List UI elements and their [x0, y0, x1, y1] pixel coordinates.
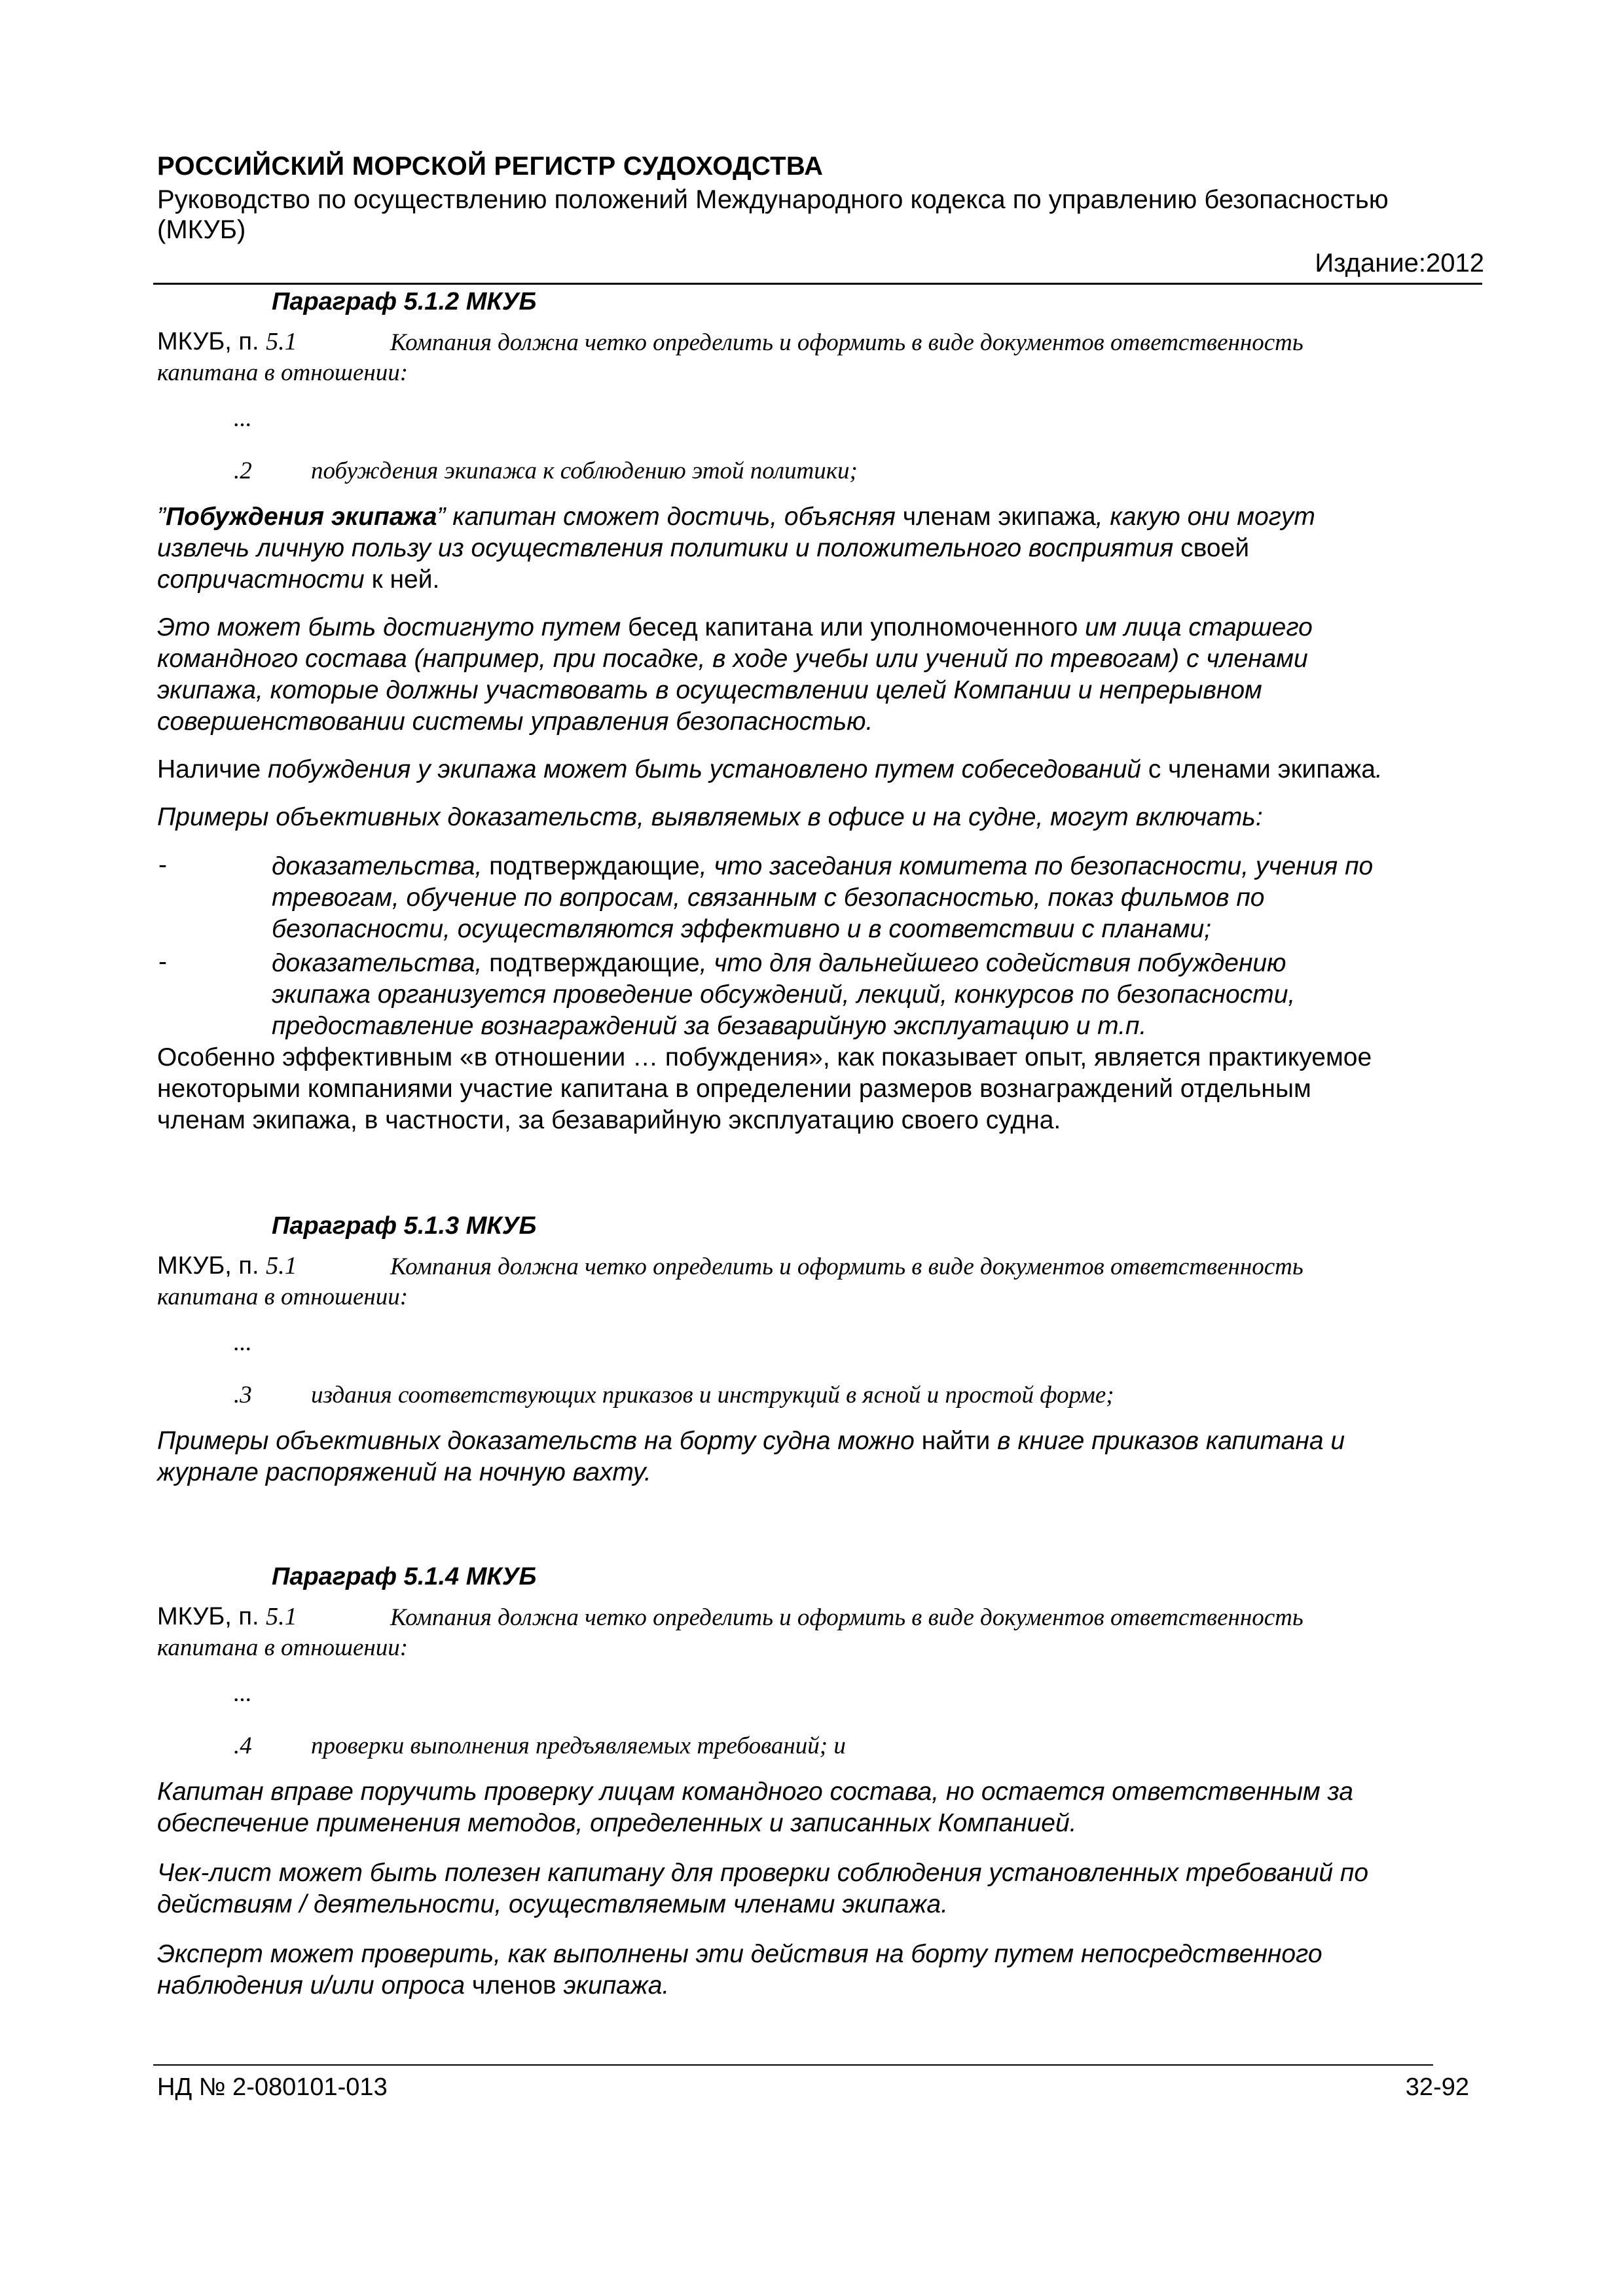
section3-ellipsis: ... — [234, 1680, 252, 1707]
bullet-dash: - — [158, 851, 167, 879]
section1-item-text: побуждения экипажа к соблюдению этой политики; — [311, 457, 858, 484]
section1-paragraph-1: ”Побуждения экипажа” капитан сможет достичь, объясняя членам экипажа, какую они могут извлечь личную пользу из осуществления политики и положительного восприятия своей сопричастности к ней. — [157, 503, 1315, 594]
section3-paragraph-1: Капитан вправе поручить проверку лицам командного состава, но остается ответственным за обеспечение применения методов, определенных и записанных Компанией. — [157, 1778, 1353, 1837]
section3-paragraph-3: Эксперт может проверить, как выполнены эти действия на борту путем непосредственного наблюдения и/или опроса членов экипажа. — [157, 1940, 1322, 2000]
section2-item-text: издания соответствующих приказов и инструкций в ясной и простой форме; — [311, 1382, 1114, 1408]
section-title-5-1-2: Параграф 5.1.2 МКУБ — [272, 288, 537, 315]
section3-reference-text: Компания должна четко определить и оформить в виде документов ответственность — [390, 1604, 1304, 1631]
section3-reference-line: МКУБ, п. 5.1 — [157, 1603, 297, 1630]
section3-reference-text-cont: капитана в отношении: — [157, 1634, 409, 1661]
footer-divider — [153, 2064, 1433, 2066]
section1-paragraph-3: Наличие побуждения у экипажа может быть установлено путем собеседований с членами экипажа. — [157, 755, 1383, 783]
section1-paragraph-5: Особенно эффективным «в отношении … побуждения», как показывает опыт, является практикуемое некоторыми компаниями участие капитана в определении размеров вознаграждений отдельным членам экипажа, в частности, за безаварийную эксплуатацию своего судна. — [157, 1043, 1372, 1134]
section2-item-number: .3 — [234, 1382, 252, 1408]
section-title-5-1-4: Параграф 5.1.4 МКУБ — [272, 1563, 537, 1590]
section3-item-text: проверки выполнения предъявляемых требований; и — [311, 1732, 846, 1759]
footer-document-number: НД № 2-080101-013 — [157, 2073, 388, 2101]
reference-prefix: МКУБ, п. — [157, 328, 259, 355]
section1-paragraph-2: Это может быть достигнуто путем бесед капитана или уполномоченного им лица старшего командного состава (например, при посадке, в ходе учебы или учений по тревогам) с членами экипажа, которые должны участвовать в осуществлении целей Компании и непрерывном совершенствовании системы управления безопасностью. — [157, 613, 1313, 736]
bullet-item-2: доказательства, подтверждающие, что для дальнейшего содействия побуждению экипажа организуется проведение обсуждений, лекций, конкурсов по безопасности, предоставление вознаграждений за безаварийную эксплуатацию и т.п. — [272, 949, 1296, 1040]
section3-item-number: .4 — [234, 1732, 252, 1759]
section2-reference-line: МКУБ, п. 5.1 — [157, 1252, 297, 1280]
section2-reference-text-cont: капитана в отношении: — [157, 1283, 409, 1310]
section1-paragraph-4: Примеры объективных доказательств, выявляемых в офисе и на судне, могут включать: — [157, 803, 1263, 831]
emphasized-term: Побуждения экипажа — [166, 503, 437, 531]
document-subtitle-line1: Руководство по осуществлению положений Международного кодекса по управлению безопасностью — [157, 185, 1389, 214]
section1-item-number: .2 — [234, 457, 252, 484]
section1-reference-line — [157, 327, 297, 356]
section2-reference-text: Компания должна четко определить и оформить в виде документов ответственность — [390, 1253, 1304, 1280]
reference-number: 5.1 — [266, 328, 297, 355]
bullet-dash: - — [158, 948, 167, 976]
bullet-item-1: доказательства, подтверждающие, что заседания комитета по безопасности, учения по тревогам, обучение по вопросам, связанным с безопасностью, показ фильмов по безопасности, осуществляются эффективно и в соответствии с планами; — [272, 852, 1374, 943]
document-organization: РОССИЙСКИЙ МОРСКОЙ РЕГИСТР СУДОХОДСТВА — [157, 152, 824, 181]
section2-paragraph-1: Примеры объективных доказательств на борту судна можно найти в книге приказов капитана и журнале распоряжений на ночную вахту. — [157, 1427, 1345, 1486]
section1-reference-text: Компания должна четко определить и оформить в виде документов ответственность — [390, 329, 1304, 356]
section1-reference-text-cont: капитана в отношении: — [157, 359, 409, 386]
footer-page-number: 32-92 — [1405, 2073, 1469, 2101]
document-edition: Издание:2012 — [1315, 249, 1484, 278]
section3-paragraph-2: Чек-лист может быть полезен капитану для проверки соблюдения установленных требований по действиям / деятельности, осуществляемым членами экипажа. — [157, 1859, 1369, 1918]
section2-ellipsis: ... — [234, 1329, 252, 1356]
section1-ellipsis: ... — [234, 405, 252, 432]
document-subtitle-line2: (МКУБ) — [157, 215, 246, 244]
header-divider — [153, 283, 1482, 285]
section-title-5-1-3: Параграф 5.1.3 МКУБ — [272, 1212, 537, 1240]
